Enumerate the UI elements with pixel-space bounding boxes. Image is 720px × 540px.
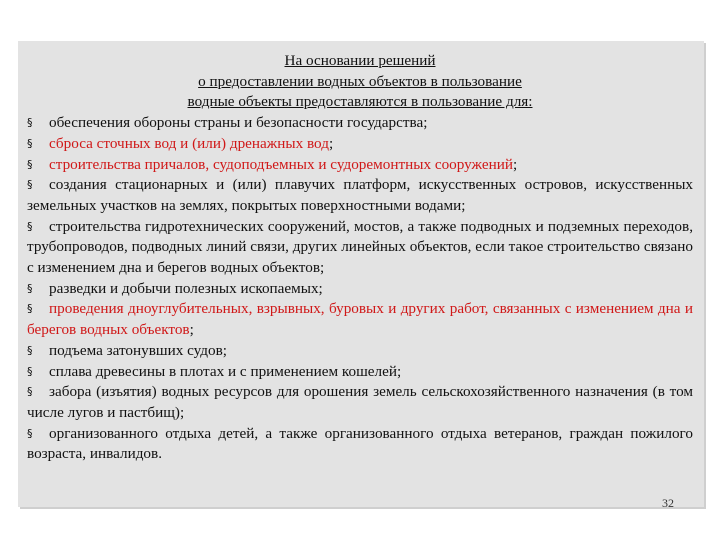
square-bullet-icon: §: [27, 136, 33, 150]
list-item: [27, 175, 693, 216]
square-bullet-icon: §: [27, 343, 33, 357]
list-item: [27, 362, 693, 383]
list-item-text: подъема затонувших судов;: [49, 341, 228, 359]
list-item-text: строительства причалов, судоподъемных и судоремонтных сооружений: [49, 155, 513, 173]
square-bullet-icon: §: [27, 302, 33, 316]
purpose-list: [27, 113, 693, 465]
square-bullet-icon: §: [27, 219, 33, 233]
square-bullet-icon: §: [27, 116, 33, 130]
square-bullet-icon: §: [27, 281, 33, 295]
list-item: [27, 134, 693, 155]
list-item-text: проведения дноуглубительных, взрывных, буровых и других работ, связанных с изменением дна и берегов водных объектов: [27, 300, 693, 339]
square-bullet-icon: §: [27, 178, 33, 192]
page-number: 32: [662, 497, 674, 507]
list-item-suffix: ;: [512, 155, 518, 173]
list-item: [27, 299, 693, 340]
heading-line-2: о предоставлении водных объектов в пользование: [198, 72, 522, 90]
list-item: [27, 113, 693, 134]
heading: [27, 51, 693, 113]
heading-line-1: На основании решений: [284, 52, 436, 69]
list-item-text: разведки и добычи полезных ископаемых;: [49, 279, 323, 297]
list-item-text: обеспечения обороны страны и безопасности государства;: [49, 114, 428, 132]
text-body: [27, 51, 693, 465]
list-item-text: сплава древесины в плотах и с применением кошелей;: [49, 362, 402, 380]
square-bullet-icon: §: [27, 157, 33, 171]
heading-line-3: водные объекты предоставляются в пользование для:: [187, 93, 533, 111]
square-bullet-icon: §: [27, 385, 33, 399]
list-item: [27, 424, 693, 465]
square-bullet-icon: §: [27, 426, 33, 440]
list-item: [27, 217, 693, 279]
square-bullet-icon: §: [27, 364, 33, 378]
list-item-suffix: ;: [189, 321, 194, 339]
list-item-text: забора (изъятия) водных ресурсов для орошения земель сельскохозяйственного назначения (в том числе лугов и пастбищ);: [27, 383, 693, 421]
list-item-suffix: ;: [328, 134, 334, 152]
list-item: [27, 382, 693, 423]
list-item-text: организованного отдыха детей, а также организованного отдыха ветеранов, граждан пожилого возраста, инвалидов.: [27, 424, 693, 463]
list-item: [27, 279, 693, 300]
list-item-text: строительства гидротехнических сооружений, мостов, а также подводных и подземных переходов, трубопроводов, подводных линий связи, других линейных объектов, если такое строительство связано с изменением дна и берегов водных объектов;: [27, 217, 693, 277]
list-item-text: сброса сточных вод и (или) дренажных вод: [49, 134, 329, 152]
list-item: [27, 155, 693, 176]
list-item-text: создания стационарных и (или) плавучих платформ, искусственных островов, искусственных земельных участков на землях, покрытых поверхностными водами;: [27, 176, 693, 214]
list-item: [27, 341, 693, 362]
